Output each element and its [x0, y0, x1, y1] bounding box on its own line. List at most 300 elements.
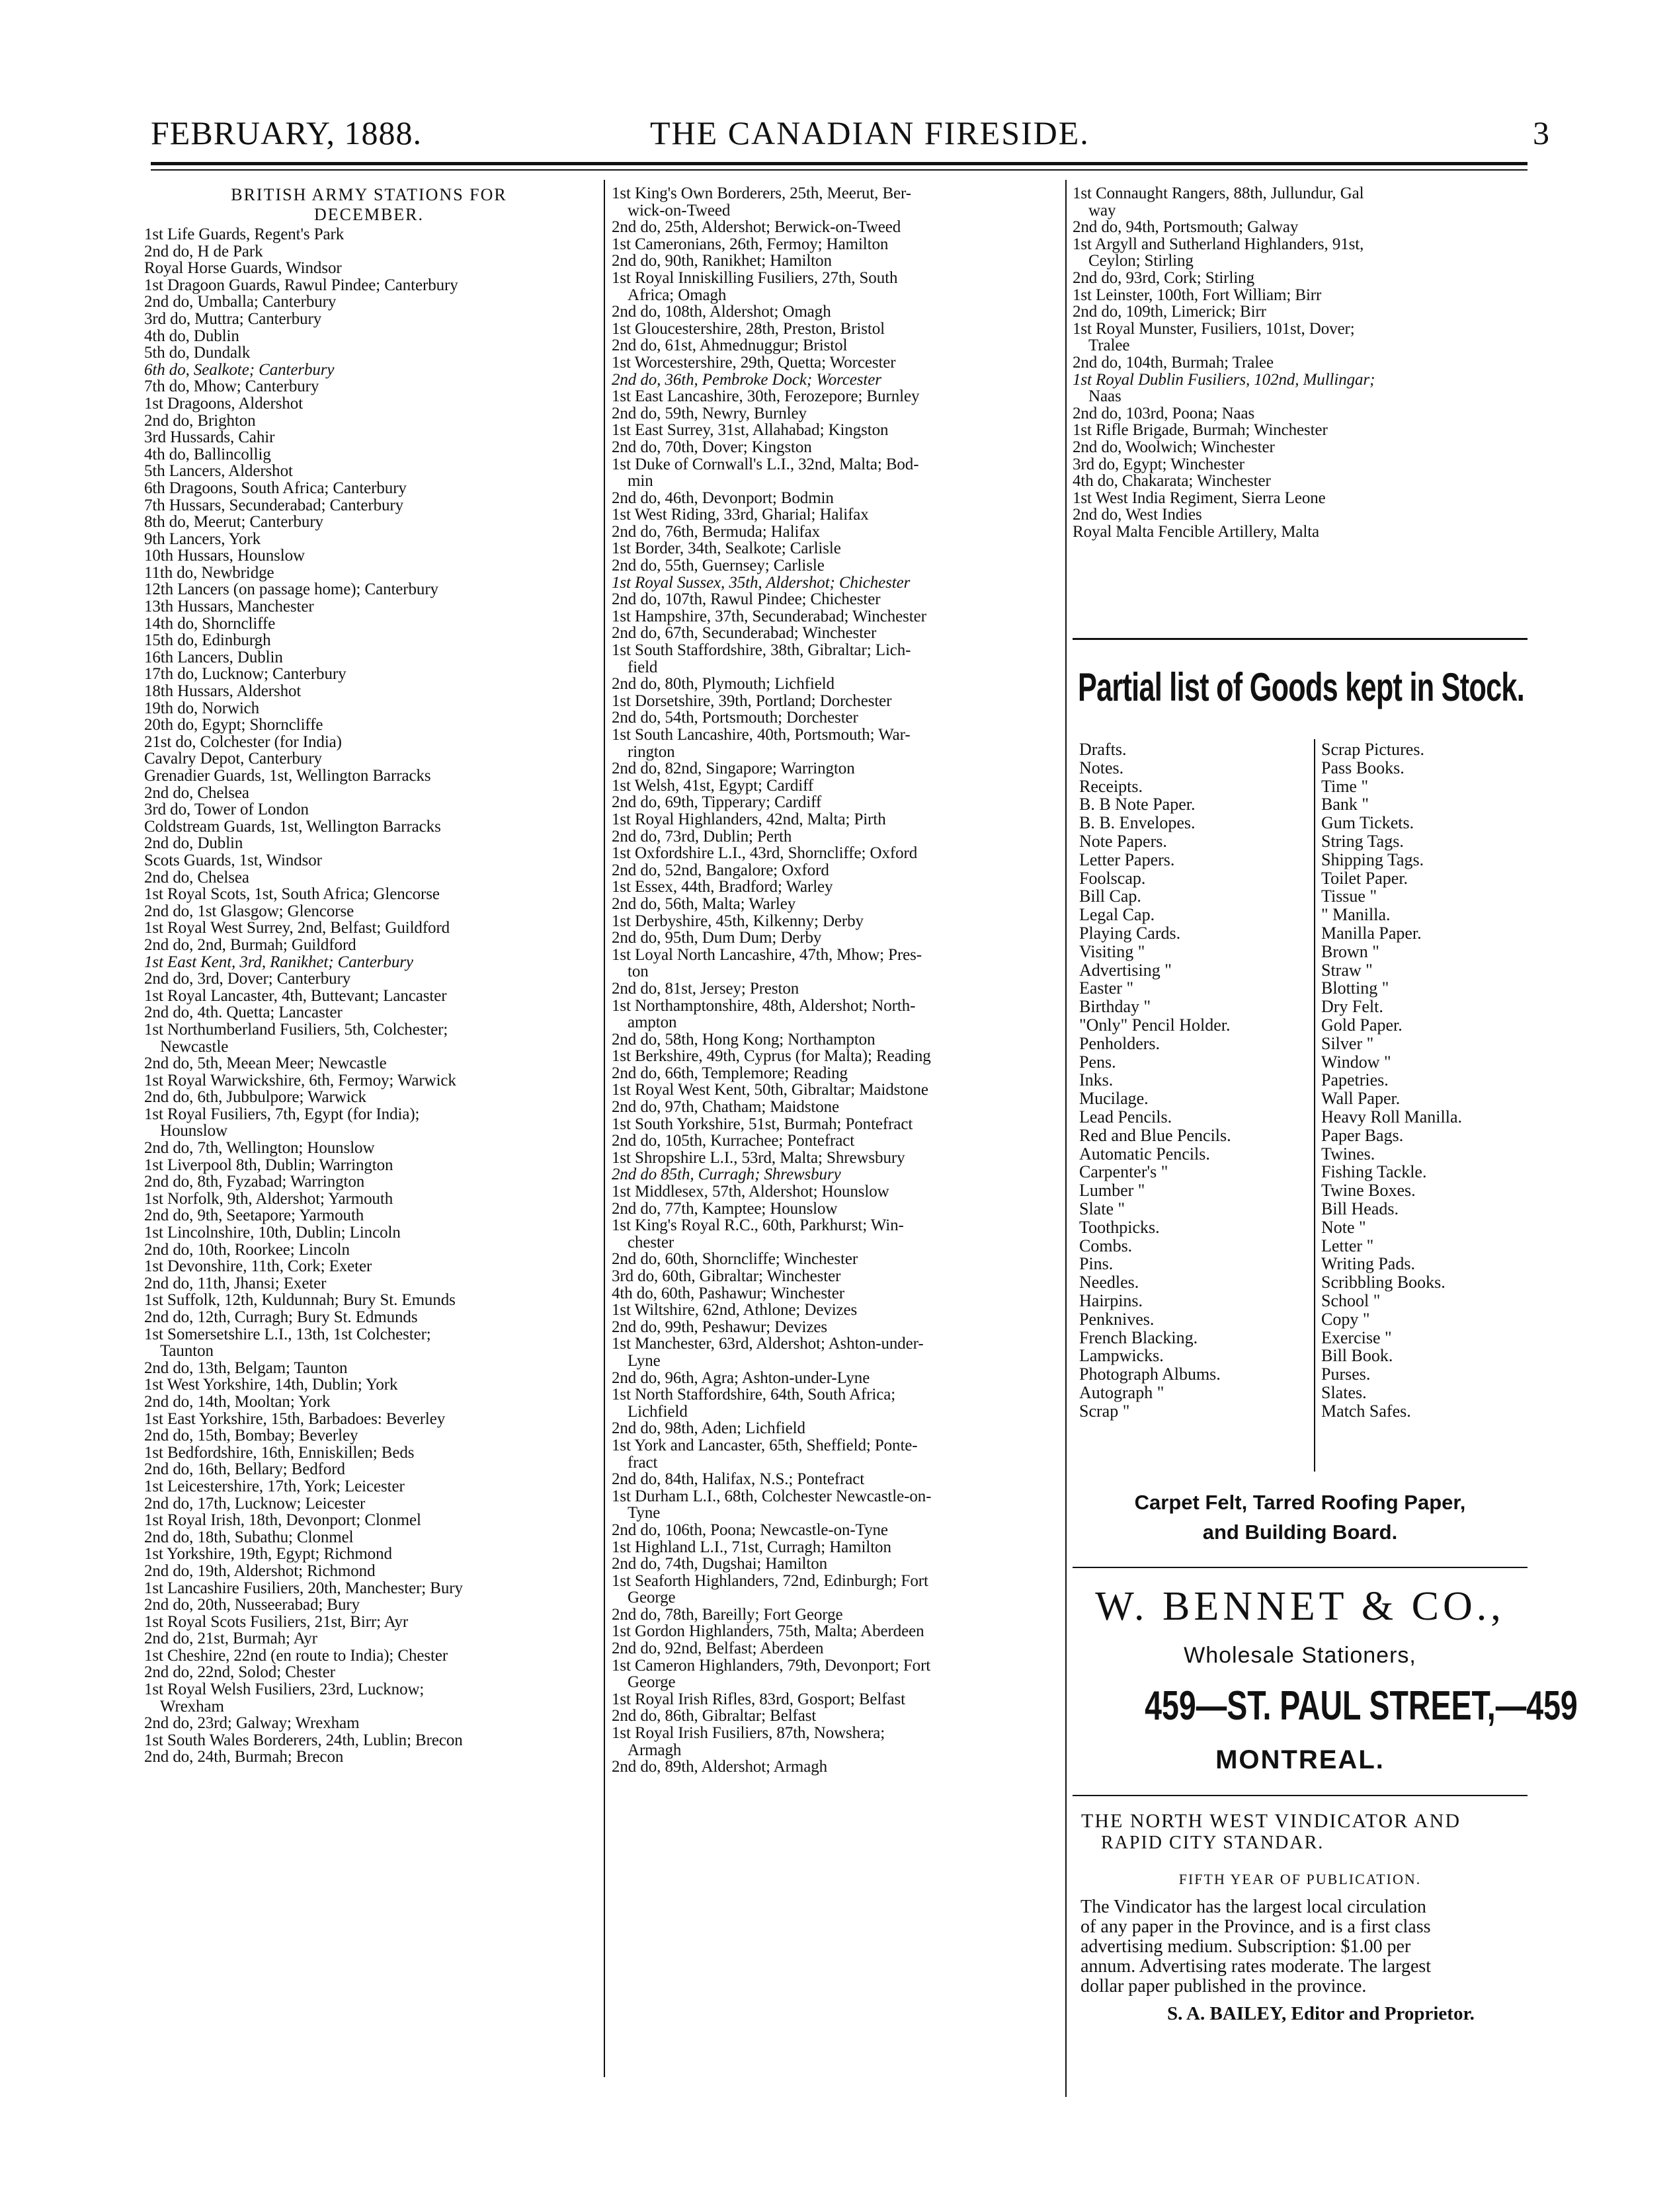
goods-item: Drafts. [1079, 740, 1127, 759]
station-line: 3rd do, Egypt; Winchester [1073, 455, 1244, 473]
army-stations-column-3 [1073, 185, 1529, 540]
station-line: 2nd do, 25th, Aldershot; Berwick-on-Tweed [612, 218, 901, 237]
goods-item: Birthday " [1079, 997, 1151, 1017]
station-line: Cavalry Depot, Canterbury [144, 750, 322, 768]
goods-item: Photograph Albums. [1079, 1364, 1221, 1384]
goods-item: Penholders. [1079, 1033, 1161, 1053]
station-line: 1st Cameron Highlanders, 79th, Devonport; Fort [612, 1656, 931, 1675]
station-line: Taunton [160, 1342, 214, 1361]
vindicator-editor: S. A. BAILEY, Editor and Proprietor. [1167, 2003, 1475, 2024]
station-line: 2nd do, 89th, Aldershot; Armagh [612, 1758, 828, 1776]
station-line: 2nd do, 105th, Kurrachee; Pontefract [612, 1132, 855, 1150]
station-line: 1st Middlesex, 57th, Aldershot; Hounslow [612, 1183, 889, 1201]
goods-item: Letter Papers. [1079, 849, 1175, 869]
goods-item: Mucilage. [1079, 1089, 1149, 1109]
goods-item: Lumber " [1079, 1181, 1145, 1201]
station-line: 2nd do, 6th, Jubbulpore; Warwick [144, 1088, 366, 1107]
station-line: 1st Argyll and Sutherland Highlanders, 91st, [1073, 235, 1364, 253]
goods-item: Needles. [1079, 1273, 1139, 1292]
ad-rule-3 [1073, 1795, 1528, 1796]
goods-item: Wall Paper. [1321, 1089, 1401, 1109]
station-line: 1st Royal Fusiliers, 7th, Egypt (for India); [144, 1105, 420, 1123]
station-line: 16th Lancers, Dublin [144, 648, 283, 666]
station-line: Royal Horse Guards, Windsor [144, 259, 342, 278]
goods-item: Toothpicks. [1079, 1217, 1160, 1237]
station-line: 1st Connaught Rangers, 88th, Jullundur, Gal [1073, 184, 1364, 202]
station-line: 2nd do, 67th, Secunderabad; Winchester [612, 624, 877, 643]
station-line: 1st Gloucestershire, 28th, Preston, Bristol [612, 319, 885, 338]
station-line: 1st Royal Irish Fusiliers, 87th, Nowshera; [612, 1724, 885, 1743]
header-rule-thin [151, 169, 1528, 171]
station-line: 2nd do, 55th, Guernsey; Carlisle [612, 557, 825, 575]
station-line: 1st Liverpool 8th, Dublin; Warrington [144, 1156, 393, 1174]
station-line: 1st Dragoons, Aldershot [144, 394, 304, 413]
goods-item: School " [1321, 1290, 1381, 1310]
station-line: 2nd do, 36th, Pembroke Dock; Worcester [612, 370, 881, 389]
goods-item: Inks. [1079, 1070, 1114, 1090]
station-line: Wrexham [160, 1697, 224, 1716]
goods-item: Papetries. [1321, 1070, 1389, 1090]
station-line: 17th do, Lucknow; Canterbury [144, 665, 346, 684]
station-line: ton [628, 963, 649, 981]
station-line: 20th do, Egypt; Shorncliffe [144, 716, 323, 734]
station-line: 4th do, Chakarata; Winchester [1073, 472, 1271, 491]
station-line: 2nd do, 15th, Bombay; Beverley [144, 1427, 358, 1445]
vindicator-description [1080, 1897, 1530, 1996]
station-line: 2nd do 85th, Curragh; Shrewsbury [612, 1165, 841, 1184]
station-line: 1st West Riding, 33rd, Gharial; Halifax [612, 506, 869, 524]
station-line: 2nd do, 74th, Dugshai; Hamilton [612, 1555, 828, 1573]
station-line: 1st Dorsetshire, 39th, Portland; Dorchester [612, 691, 892, 710]
goods-item: Visiting " [1079, 941, 1145, 961]
station-line: 1st Yorkshire, 19th, Egypt; Richmond [144, 1545, 392, 1563]
station-line: 4th do, 60th, Pashawur; Winchester [612, 1284, 845, 1302]
station-line: 2nd do, 23rd; Galway; Wrexham [144, 1714, 360, 1733]
station-line: 1st York and Lancaster, 65th, Sheffield; Ponte- [612, 1436, 918, 1454]
station-line: rington [628, 742, 675, 761]
station-line: 2nd do, 4th. Quetta; Lancaster [144, 1004, 343, 1022]
station-line: 2nd do, Woolwich; Winchester [1073, 438, 1275, 456]
station-line: 1st Northumberland Fusiliers, 5th, Colchester; [144, 1020, 448, 1039]
station-line: 2nd do, Dublin [144, 834, 243, 853]
goods-item: Toilet Paper. [1321, 868, 1408, 888]
station-line: 1st Leinster, 100th, Fort William; Birr [1073, 286, 1322, 304]
station-line: 1st King's Own Borderers, 25th, Meerut, Ber- [612, 184, 911, 202]
goods-item: Twine Boxes. [1321, 1181, 1416, 1201]
station-line: 1st Life Guards, Regent's Park [144, 225, 345, 243]
station-line: min [628, 472, 653, 491]
goods-item: Legal Cap. [1079, 905, 1155, 925]
station-line: 2nd do, 16th, Bellary; Bedford [144, 1460, 345, 1479]
header-rule-thick [151, 162, 1528, 165]
goods-item: Blotting " [1321, 978, 1389, 998]
army-stations-column-1 [144, 185, 594, 1766]
goods-table-divider [1314, 739, 1315, 1472]
station-line: 1st North Staffordshire, 64th, South Africa; [612, 1386, 896, 1404]
station-line: 2nd do, 95th, Dum Dum; Derby [612, 929, 822, 947]
vindicator-text-line: annum. Advertising rates moderate. The largest [1080, 1956, 1432, 1977]
goods-item: Notes. [1079, 758, 1124, 777]
goods-item: Exercise " [1321, 1327, 1392, 1347]
station-line: Naas [1088, 387, 1121, 406]
station-line: 1st Hampshire, 37th, Secunderabad; Winchester [612, 607, 926, 625]
station-line: 1st Royal Scots, 1st, South Africa; Glencorse [144, 885, 440, 904]
goods-item: Bill Book. [1321, 1346, 1393, 1366]
station-line: Armagh [628, 1741, 682, 1759]
goods-item: B. B Note Paper. [1079, 795, 1196, 814]
station-line: 1st South Wales Borderers, 24th, Lublin; Brecon [144, 1731, 463, 1749]
station-line: 1st South Yorkshire, 51st, Burmah; Pontefract [612, 1115, 913, 1133]
station-line: 2nd do, 84th, Halifax, N.S.; Pontefract [612, 1470, 865, 1489]
station-line: 1st West Yorkshire, 14th, Dublin; York [144, 1376, 398, 1394]
station-line: Scots Guards, 1st, Windsor [144, 851, 322, 869]
station-line: 1st Devonshire, 11th, Cork; Exeter [144, 1257, 372, 1276]
station-line: 1st Somersetshire L.I., 13th, 1st Colchester; [144, 1325, 431, 1343]
station-line: 14th do, Shorncliffe [144, 614, 276, 633]
goods-item: Note " [1321, 1217, 1366, 1237]
station-line: 2nd do, 24th, Burmah; Brecon [144, 1748, 344, 1766]
page-header [0, 0, 1671, 172]
goods-item: Lead Pencils. [1079, 1107, 1172, 1126]
station-line: 1st Berkshire, 49th, Cyprus (for Malta); Reading [612, 1047, 931, 1066]
army-stations-column-2 [612, 185, 1061, 1776]
goods-item: Automatic Pencils. [1079, 1144, 1210, 1164]
station-line: 1st Dragoon Guards, Rawul Pindee; Canterbury [144, 276, 458, 294]
station-line: 2nd do, 11th, Jhansi; Exeter [144, 1274, 327, 1292]
goods-item: Slates. [1321, 1382, 1367, 1402]
station-line: George [628, 1589, 676, 1607]
goods-item: Brown " [1321, 941, 1379, 961]
station-line: 1st Lincolnshire, 10th, Dublin; Lincoln [144, 1224, 401, 1242]
ad-rule-2 [1073, 1567, 1528, 1568]
goods-list-right [1321, 740, 1533, 1420]
station-line: 2nd do, 78th, Bareilly; Fort George [612, 1605, 843, 1624]
station-line: 1st Duke of Cornwall's L.I., 32nd, Malta; Bod- [612, 455, 919, 473]
station-line: 2nd do, West Indies [1073, 506, 1202, 524]
goods-item: Shipping Tags. [1321, 849, 1424, 869]
station-line: 1st Worcestershire, 29th, Quetta; Worcester [612, 353, 896, 372]
goods-ad-title: Partial list of Goods kept in Stock. [1078, 665, 1525, 709]
publication-title: THE CANADIAN FIRESIDE. [650, 114, 1090, 151]
goods-item: Bank " [1321, 795, 1369, 814]
station-line: 1st Royal Warwickshire, 6th, Fermoy; Warwick [144, 1071, 456, 1089]
station-line: 2nd do, 96th, Agra; Ashton-under-Lyne [612, 1368, 870, 1387]
station-line: 2nd do, 10th, Roorkee; Lincoln [144, 1240, 350, 1259]
station-line: 2nd do, 98th, Aden; Lichfield [612, 1419, 805, 1438]
station-line: 1st Royal West Kent, 50th, Gibraltar; Maidstone [612, 1081, 928, 1099]
station-line: Lyne [628, 1351, 661, 1370]
goods-item: Lampwicks. [1079, 1346, 1164, 1366]
station-line: 11th do, Newbridge [144, 563, 274, 582]
station-line: 1st Cameronians, 26th, Fermoy; Hamilton [612, 235, 889, 253]
station-line: Lichfield [628, 1402, 688, 1421]
station-line: 1st Manchester, 63rd, Aldershot; Ashton-under- [612, 1335, 924, 1353]
station-line: 2nd do, 104th, Burmah; Tralee [1073, 353, 1274, 372]
station-line: Ceylon; Stirling [1088, 252, 1194, 270]
station-line: 2nd do, 80th, Plymouth; Lichfield [612, 675, 835, 693]
station-line: 1st Royal Sussex, 35th, Aldershot; Chichester [612, 573, 911, 592]
goods-item: "Only" Pencil Holder. [1079, 1015, 1231, 1035]
station-line: 1st Rifle Brigade, Burmah; Winchester [1073, 421, 1328, 440]
station-line: 1st King's Royal R.C., 60th, Parkhurst; Win- [612, 1216, 904, 1235]
station-line: 1st Border, 34th, Sealkote; Carlisle [612, 539, 841, 558]
issue-date: FEBRUARY, 1888. [151, 114, 423, 151]
station-line: 2nd do, 108th, Aldershot; Omagh [612, 303, 831, 321]
station-line: Tralee [1088, 336, 1130, 355]
station-line: 2nd do, Umballa; Canterbury [144, 293, 337, 311]
station-line: 1st Seaforth Highlanders, 72nd, Edinburgh; Fort [612, 1571, 928, 1590]
station-line: 2nd do, 58th, Hong Kong; Northampton [612, 1030, 876, 1048]
goods-item: Straw " [1321, 960, 1373, 980]
station-line: ampton [628, 1013, 677, 1032]
station-line: 1st Royal Dublin Fusiliers, 102nd, Mullingar; [1073, 370, 1375, 389]
goods-item: Purses. [1321, 1364, 1371, 1384]
station-line: 1st Royal West Surrey, 2nd, Belfast; Guildford [144, 919, 450, 937]
station-line: 2nd do, 13th, Belgam; Taunton [144, 1359, 348, 1377]
station-line: 2nd do, 18th, Subathu; Clonmel [144, 1528, 354, 1546]
station-line: 2nd do, Chelsea [144, 783, 249, 802]
station-line: 2nd do, 73rd, Dublin; Perth [612, 827, 792, 846]
station-line: 1st Oxfordshire L.I., 43rd, Shorncliffe; Oxford [612, 844, 918, 863]
company-city: MONTREAL. [1215, 1745, 1385, 1774]
station-line: 1st Durham L.I., 68th, Colchester Newcastle-on- [612, 1487, 932, 1505]
station-line: 1st Northamptonshire, 48th, Aldershot; North- [612, 996, 916, 1015]
station-line: 2nd do, 20th, Nusseerabad; Bury [144, 1596, 360, 1614]
goods-item: Autograph " [1079, 1382, 1164, 1402]
station-line: 15th do, Edinburgh [144, 631, 271, 650]
company-description: Wholesale Stationers, [1184, 1643, 1416, 1668]
station-line: 1st Norfolk, 9th, Aldershot; Yarmouth [144, 1189, 393, 1208]
goods-item: Note Papers. [1079, 831, 1167, 851]
vindicator-heading-2: RAPID CITY STANDAR. [1101, 1833, 1325, 1853]
station-line: Tyne [628, 1504, 661, 1522]
station-line: 2nd do, 69th, Tipperary; Cardiff [612, 793, 822, 812]
goods-item: Pins. [1079, 1254, 1114, 1274]
station-line: 1st West India Regiment, Sierra Leone [1073, 489, 1326, 507]
station-line: wick-on-Tweed [628, 201, 731, 219]
station-line: 10th Hussars, Hounslow [144, 547, 305, 565]
goods-item: Combs. [1079, 1236, 1133, 1255]
goods-item: Playing Cards. [1079, 923, 1181, 943]
station-line: 2nd do, 82nd, Singapore; Warrington [612, 760, 855, 778]
station-line: field [628, 658, 658, 676]
station-line: 2nd do, 2nd, Burmah; Guildford [144, 935, 356, 954]
station-line: 1st Gordon Highlanders, 75th, Malta; Aberdeen [612, 1622, 924, 1641]
station-line: 2nd do, 107th, Rawul Pindee; Chichester [612, 590, 881, 609]
goods-list-left [1079, 740, 1311, 1420]
station-line: 2nd do, 94th, Portsmouth; Galway [1073, 218, 1299, 237]
station-line: 5th do, Dundalk [144, 344, 251, 362]
station-line: 2nd do, 5th, Meean Meer; Newcastle [144, 1054, 387, 1073]
goods-item: Advertising " [1079, 960, 1172, 980]
station-line: 18th Hussars, Aldershot [144, 682, 302, 701]
station-line: 6th do, Sealkote; Canterbury [144, 360, 335, 379]
station-line: fract [628, 1453, 658, 1472]
ad-top-rule [1073, 638, 1528, 640]
goods-item: Paper Bags. [1321, 1125, 1404, 1145]
station-line: 2nd do, 109th, Limerick; Birr [1073, 303, 1266, 321]
goods-item: Bill Cap. [1079, 887, 1141, 906]
section-title: BRITISH ARMY STATIONS FOR [231, 185, 507, 204]
station-line: 12th Lancers (on passage home); Canterbury [144, 580, 438, 599]
station-line: 1st South Lancashire, 40th, Portsmouth; War- [612, 726, 911, 744]
station-line: 2nd do, 52nd, Bangalore; Oxford [612, 861, 829, 879]
goods-item: Pens. [1079, 1052, 1116, 1072]
station-line: 2nd do, 21st, Burmah; Ayr [144, 1630, 317, 1648]
station-line: 4th do, Ballincollig [144, 445, 271, 463]
station-line: 2nd do, 22nd, Solod; Chester [144, 1663, 335, 1682]
station-line: 2nd do, 99th, Peshawur; Devizes [612, 1318, 828, 1336]
station-line: 2nd do, 76th, Bermuda; Halifax [612, 522, 820, 541]
station-list [144, 226, 594, 1766]
goods-item: Scrap " [1079, 1401, 1130, 1421]
goods-item: Tissue " [1321, 887, 1377, 906]
station-line: 2nd do, 90th, Ranikhet; Hamilton [612, 252, 832, 270]
goods-item: Pass Books. [1321, 758, 1405, 777]
vindicator-text-line: The Vindicator has the largest local circulation [1080, 1897, 1426, 1917]
station-line: 2nd do, 61st, Ahmednuggur; Bristol [612, 336, 848, 355]
station-line: 3rd do, Muttra; Canterbury [144, 309, 322, 328]
station-line: 1st Shropshire L.I., 53rd, Malta; Shrewsbury [612, 1148, 905, 1167]
station-line: 1st Bedfordshire, 16th, Enniskillen; Beds [144, 1443, 415, 1462]
station-line: 1st Highland L.I., 71st, Curragh; Hamilton [612, 1538, 891, 1556]
station-line: 1st Suffolk, 12th, Kuldunnah; Bury St. Emunds [144, 1291, 456, 1310]
station-line: 2nd do, 92nd, Belfast; Aberdeen [612, 1639, 824, 1658]
station-line: 1st Royal Irish, 18th, Devonport; Clonmel [144, 1511, 421, 1530]
station-line: 2nd do, 93rd, Cork; Stirling [1073, 268, 1254, 287]
vindicator-heading-1: THE NORTH WEST VINDICATOR AND [1081, 1810, 1461, 1832]
vindicator-text-line: advertising medium. Subscription: $1.00 per [1080, 1936, 1411, 1957]
station-line: 2nd do, 77th, Kamptee; Hounslow [612, 1199, 838, 1218]
station-line: 1st Derbyshire, 45th, Kilkenny; Derby [612, 912, 864, 930]
vindicator-year: FIFTH YEAR OF PUBLICATION. [1178, 1871, 1422, 1887]
station-line: 1st Royal Lancaster, 4th, Buttevant; Lancaster [144, 986, 447, 1005]
station-line: 6th Dragoons, South Africa; Canterbury [144, 479, 407, 497]
station-line: 2nd do, 3rd, Dover; Canterbury [144, 970, 351, 988]
station-line: 9th Lancers, York [144, 530, 261, 548]
station-line: 1st Royal Highlanders, 42nd, Malta; Pirth [612, 810, 886, 828]
goods-item: Bill Heads. [1321, 1199, 1399, 1218]
goods-item: Gum Tickets. [1321, 813, 1414, 833]
station-line: 2nd do, 54th, Portsmouth; Dorchester [612, 709, 858, 727]
goods-item: Silver " [1321, 1033, 1374, 1053]
goods-item: Penknives. [1079, 1309, 1155, 1329]
station-line: 1st East Yorkshire, 15th, Barbadoes: Beverley [144, 1409, 446, 1428]
station-line: 13th Hussars, Manchester [144, 598, 314, 616]
goods-item: Carpenter's " [1079, 1162, 1168, 1182]
station-line: 1st Royal Scots Fusiliers, 21st, Birr; Ayr [144, 1612, 409, 1631]
goods-item: String Tags. [1321, 831, 1404, 851]
station-line: 1st Royal Welsh Fusiliers, 23rd, Lucknow; [144, 1680, 425, 1699]
goods-item: Fishing Tackle. [1321, 1162, 1427, 1182]
station-line: Newcastle [160, 1037, 229, 1056]
station-line: 2nd do, 1st Glasgow; Glencorse [144, 902, 354, 920]
station-line: Coldstream Guards, 1st, Wellington Barracks [144, 817, 441, 836]
station-line: 1st Loyal North Lancashire, 47th, Mhow; Pres- [612, 945, 922, 964]
station-line: 1st Welsh, 41st, Egypt; Cardiff [612, 776, 814, 795]
goods-item: Easter " [1079, 978, 1134, 998]
station-line: Grenadier Guards, 1st, Wellington Barracks [144, 767, 431, 785]
station-line: 8th do, Meerut; Canterbury [144, 513, 323, 532]
station-line: 2nd do, Chelsea [144, 868, 249, 887]
column-divider-2 [1065, 180, 1067, 2097]
station-line: 1st East Lancashire, 30th, Ferozepore; Burnley [612, 387, 920, 406]
station-line: 2nd do, 70th, Dover; Kingston [612, 438, 812, 456]
station-line: 5th Lancers, Aldershot [144, 462, 293, 481]
company-name: W. BENNET & CO., [1095, 1584, 1505, 1629]
goods-item: Window " [1321, 1052, 1391, 1072]
goods-item: Red and Blue Pencils. [1079, 1125, 1231, 1145]
station-line: 1st Royal Irish Rifles, 83rd, Gosport; Belfast [612, 1690, 905, 1708]
station-line: 2nd do, 81st, Jersey; Preston [612, 979, 799, 998]
station-list [1073, 185, 1529, 540]
goods-item: Match Safes. [1321, 1401, 1411, 1421]
company-address [1073, 1682, 1578, 1729]
station-line: 2nd do, 46th, Devonport; Bodmin [612, 489, 834, 507]
station-line: 1st Royal Inniskilling Fusiliers, 27th, South [612, 268, 898, 287]
station-line: 1st Royal Munster, Fusiliers, 101st, Dover; [1073, 319, 1355, 338]
station-line: 2nd do, H de Park [144, 242, 263, 260]
goods-item: Scrap Pictures. [1321, 740, 1424, 759]
goods-item: Writing Pads. [1321, 1254, 1415, 1274]
station-line: 2nd do, 60th, Shorncliffe; Winchester [612, 1250, 858, 1269]
station-line: 2nd do, 14th, Mooltan; York [144, 1392, 331, 1411]
station-list [612, 185, 1061, 1776]
station-line: 2nd do, 103rd, Poona; Naas [1073, 404, 1255, 422]
station-line: 1st Wiltshire, 62nd, Athlone; Devizes [612, 1301, 858, 1320]
station-line: 1st South Staffordshire, 38th, Gibraltar; Lich- [612, 641, 911, 660]
goods-item: " Manilla. [1321, 905, 1391, 925]
goods-item: Heavy Roll Manilla. [1321, 1107, 1463, 1126]
station-line: 2nd do, 9th, Seetapore; Yarmouth [144, 1206, 364, 1225]
station-line: George [628, 1673, 676, 1692]
station-line: Africa; Omagh [628, 286, 727, 304]
station-line: 2nd do, 19th, Aldershot; Richmond [144, 1561, 376, 1580]
station-line: 1st Lancashire Fusiliers, 20th, Manchester; Bury [144, 1579, 463, 1597]
station-line: 2nd do, 7th, Wellington; Hounslow [144, 1139, 375, 1158]
station-line: 1st Essex, 44th, Bradford; Warley [612, 878, 833, 896]
station-line: 1st East Surrey, 31st, Allahabad; Kingston [612, 421, 889, 440]
station-line: 3rd Hussards, Cahir [144, 428, 275, 447]
station-line: 2nd do, 59th, Newry, Burnley [612, 404, 807, 422]
vindicator-text-line: dollar paper published in the province. [1080, 1976, 1367, 1996]
station-line: 2nd do, 66th, Templemore; Reading [612, 1064, 848, 1082]
vindicator-text-line: of any paper in the Province, and is a first class [1080, 1916, 1431, 1937]
station-line: 3rd do, Tower of London [144, 801, 309, 819]
goods-item: Letter " [1321, 1236, 1374, 1255]
goods-item: Foolscap. [1079, 868, 1146, 888]
section-subtitle: DECEMBER. [313, 205, 425, 224]
station-line: 1st Leicestershire, 17th, York; Leicester [144, 1477, 405, 1495]
goods-item: French Blacking. [1079, 1327, 1198, 1347]
station-line: way [1088, 201, 1116, 219]
station-line: 2nd do, 86th, Gibraltar; Belfast [612, 1707, 817, 1725]
station-line: 2nd do, 8th, Fyzabad; Warrington [144, 1173, 365, 1191]
goods-item: Twines. [1321, 1144, 1375, 1164]
goods-item: Dry Felt. [1321, 997, 1383, 1017]
goods-item: Gold Paper. [1321, 1015, 1403, 1035]
station-line: Hounslow [160, 1122, 227, 1140]
column-divider-1 [604, 180, 605, 2077]
goods-item: B. B. Envelopes. [1079, 813, 1196, 833]
goods-item: Receipts. [1079, 776, 1143, 796]
station-line: 1st East Kent, 3rd, Ranikhet; Canterbury [144, 953, 413, 971]
goods-item: Time " [1321, 776, 1369, 796]
carpet-line-2: and Building Board. [1202, 1521, 1398, 1544]
station-line: 1st Cheshire, 22nd (en route to India); Chester [144, 1646, 448, 1665]
page-number: 3 [1533, 114, 1549, 151]
carpet-line-1: Carpet Felt, Tarred Roofing Paper, [1134, 1491, 1466, 1514]
